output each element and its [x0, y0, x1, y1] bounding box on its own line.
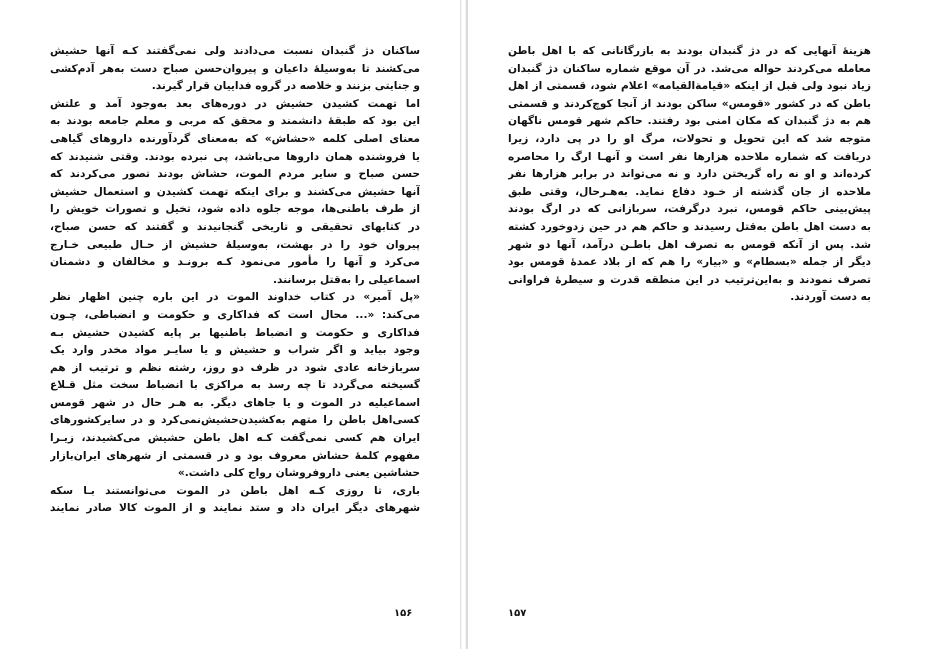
text-line: کرده‌اند و او نه راه گریختن دارد و نه می‌تواند در برابر هزارها نفر	[508, 168, 871, 181]
text-line: این بود که طبقهٔ دانشمند و محقق که مربی و معلم جامعه بودند به	[50, 115, 420, 128]
text-line: دریافت که شماره ملاحده هزارها نفر است و آنهـا ارگ را محاصره	[508, 150, 871, 163]
text-line: حشاشین یعنی داروفروشان رواج کلی داشت.»	[177, 467, 420, 480]
text-line: مفهوم کلمهٔ حشاش معروف بود و در قسمتی از شهرهای ایران‌بازار	[50, 449, 420, 462]
text-line: سربازخانه عادی شود در ظرف دو روز، رشته نظم و ترتیب از هم	[50, 361, 420, 374]
text-line: زیاد نبود ولی قبل از اینکه «قیامةالقیامه» اعلام شود، قسمتی از اهل	[508, 80, 871, 93]
text-line: هم به دژ گنبدان که مکان امنی بود رفتند. حاکم شهر قومس ناگهان	[508, 115, 871, 128]
text-line: معامله می‌کردند حواله می‌شد. در آن موقع شماره ساکنان دژ گنبدان	[508, 62, 871, 75]
text-line: وجود بیاید و اگر شراب و حشیش و یا سایـر مواد مخدر وارد یک	[50, 344, 420, 357]
text-line: تصرف نمودند و به‌این‌ترتیب در این منطقه قدرت و سیطرهٔ فراوانی	[508, 273, 871, 286]
text-line: می‌کند: «... محال است که فداکاری و حکومت و انضباطی، چـون	[50, 308, 420, 321]
text-line: گسیخته می‌گردد تا چه رسد به مراکزی با انضباط سخت مثل قـلاع	[50, 379, 420, 392]
page-number: ۱۵۶	[394, 608, 413, 619]
text-line: اسماعیلیه در الموت و یا جاهای دیگر. به هـر حال در شهر قومس	[50, 396, 420, 409]
text-line: می‌کرد و آنها را مأمور می‌نمود کـه برونـد و مخالفان و دشمنان	[50, 256, 420, 269]
page-number: ۱۵۷	[508, 608, 527, 619]
left-page	[0, 0, 460, 649]
text-line: دیگر از جمله «بسطام» و «بیار» را هم که از بلاد عمدهٔ قومس بود	[508, 256, 871, 269]
text-line: باطن که در کشور «قومس» ساکن بودند از آنجا کوچ‌کردند و قسمتی	[508, 97, 871, 110]
text-line: در کتابهای تحقیقی و تاریخی گنجانیدند و گفتند که حسن صباح،	[50, 220, 420, 233]
text-line: ایران هم کسی نمی‌گفت کـه اهل باطن حشیش می‌کشیدند، زیـرا	[50, 432, 420, 445]
text-line: «پل آمیر» در کتاب خداوند الموت در این باره چنین اظهار نظر	[50, 291, 420, 304]
text-line: پیروان خود را در بهشت، به‌وسیلهٔ حشیش از حـال طبیعی خـارج	[50, 238, 420, 251]
text-line: باری، تا روزی کـه اهل باطن در الموت می‌توانستند بـا سکه	[50, 484, 420, 497]
text-line: ملاحده از جان گذشته از خـود دفاع نماید. به‌هـرحال، وقتی طبق	[508, 185, 871, 198]
right-page	[468, 0, 928, 649]
left-page-text	[50, 43, 420, 518]
text-line: متوجه شد که این تحویل و تحولات، مرگ او را در پی دارد، زیرا	[508, 132, 871, 145]
text-line: از طرف باطنی‌ها، موجه جلوه داده شود، تخیل و تصورات خویش را	[50, 203, 420, 216]
text-line: یا فروشنده همان داروها می‌باشد، پی نبرده بودند. وقتی شنیدند که	[50, 150, 420, 163]
text-line: ساکنان دژ گنبدان نسبت می‌دادند ولی نمی‌گفتند کـه آنها حشیش	[50, 45, 420, 57]
text-line: حسن صباح و سایر مردم الموت، حشاش بودند تصور می‌کردند که	[50, 168, 420, 181]
text-line: پیش‌بینی حاکم قومس، نبرد درگرفت، سربازانی که در ارگ بودند	[508, 203, 871, 216]
text-line: شهرهای دیگر ایران داد و ستد نمایند و از الموت کالا صادر نمایند	[50, 502, 420, 515]
text-line: آنها حشیش می‌کشند و برای اینکه تهمت کشیدن و استعمال حشیش	[50, 185, 420, 198]
text-line: اسماعیلی را به‌قتل برسانند.	[272, 273, 420, 286]
text-line: اما تهمت کشیدن حشیش در دوره‌های بعد به‌وجود آمد و علتش	[50, 97, 420, 110]
text-line: به دست آوردند.	[790, 291, 871, 304]
right-page-text	[508, 43, 871, 307]
text-line: هزینهٔ آنهایی که در دژ گنبدان بودند به بازرگانانی که با اهل باطن	[508, 45, 871, 57]
book-gutter	[460, 0, 468, 649]
text-line: می‌کشند تا به‌وسیلهٔ داعیان و پیروان‌حسن صباح دست به‌هر آدم‌کشی	[50, 62, 420, 75]
text-line: فداکاری و حکومت و انضباط باطنیها بر پایه کشیدن حشیش بـه	[50, 326, 420, 339]
text-line: کسی‌اهل باطن را متهم به‌کشیدن‌حشیش‌نمی‌کرد و در سایرکشورهای	[50, 414, 420, 427]
text-line: و جنایتی بزنند و خلاصه در گروه فداییان قرار گیرند.	[151, 80, 420, 93]
text-line: به دست اهل باطن به‌قتل رسیدند و حاکم هم در حین زدوخورد کشته	[508, 220, 871, 233]
text-line: شد. پس از آنکه قومس به تصرف اهل باطـن درآمد، آنها دو شهر	[508, 238, 871, 251]
text-line: معنای اصلی کلمه «حشاش» که به‌معنای گردآورنده داروهای گیاهی	[50, 132, 420, 145]
